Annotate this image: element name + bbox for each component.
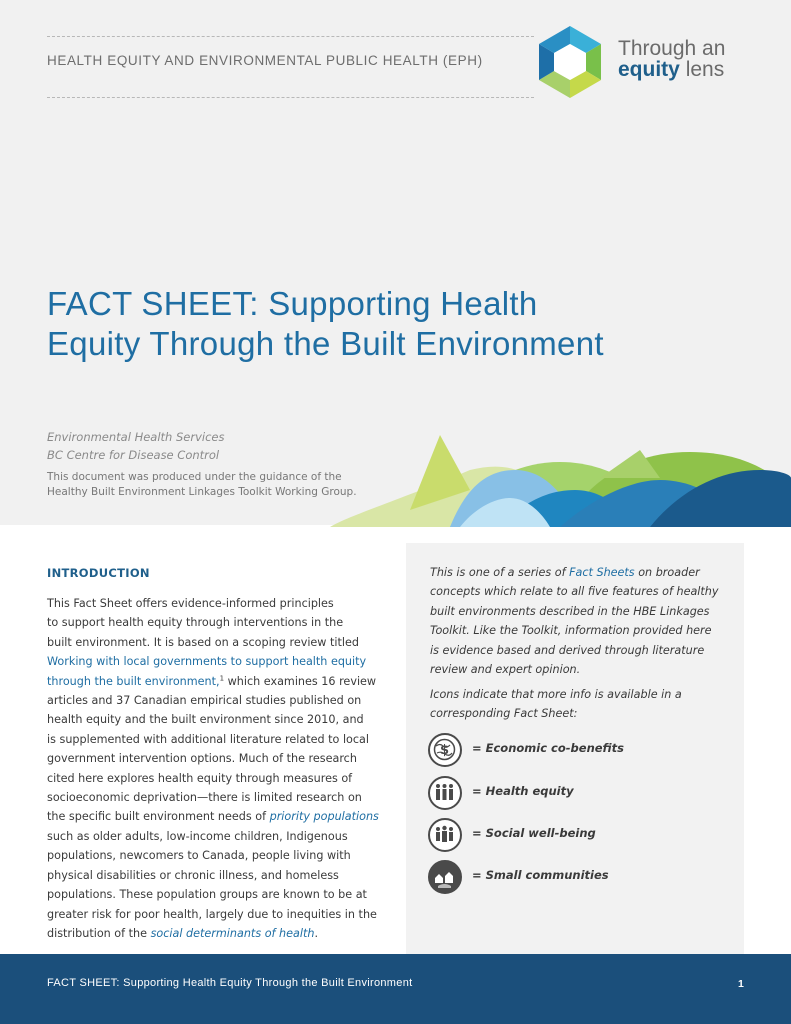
sidebar-line: corresponding Fact Sheet: [430,707,578,721]
intro-line: cited here explores health equity through measures of [47,771,353,785]
intro-line: greater risk for poor health, largely due to inequities in the [47,907,377,921]
sidebar-intro [430,563,730,679]
legend-economic-co-benefits [428,733,728,767]
header-divider-bottom [47,97,534,98]
org-line-1: Environmental Health Services [47,430,225,444]
intro-text: the specific built environment needs of [47,810,270,824]
intro-line: built environment. It is based on a scoping review titled [47,635,359,649]
intro-text: which examines 16 review [224,674,377,688]
equity-people-icon [428,776,462,810]
intro-text: distribution of the [47,926,151,940]
page-title-line-1: FACT SHEET: Supporting Health [47,285,538,322]
sidebar-line: Toolkit. Like the Toolkit, information provided here [430,624,712,638]
intro-line: This Fact Sheet offers evidence-informed principles [47,597,334,610]
social-determinants-link[interactable]: social determinants of health [150,926,315,940]
mountain-illustration [0,420,791,528]
fact-sheets-link[interactable]: Fact Sheets [569,566,635,579]
sidebar-text: on broader [634,566,700,579]
legend-label: = Health equity [472,784,574,798]
footer-title: FACT SHEET: Supporting Health Equity Through the Built Environment [47,977,413,989]
introduction-heading: INTRODUCTION [47,566,150,580]
sidebar-line: review and expert opinion. [430,663,581,677]
sidebar-line: Icons indicate that more info is available in a [430,688,682,701]
social-people-icon [428,818,462,852]
icons-legend-lead [430,685,730,724]
intro-line: such as older adults, low-income children, Indigenous [47,829,348,843]
intro-line: physical disabilities or chronic illness, and homeless [47,868,339,882]
sidebar-line: concepts which relate to all five features of healthy [430,585,719,599]
intro-line: articles and 37 Canadian empirical studies published on [47,694,362,708]
logo-wordmark [618,38,788,80]
intro-line: government intervention options. Much of the research [47,752,357,766]
sidebar-text: This is one of a series of [430,566,570,579]
page-title-line-2: Equity Through the Built Environment [47,325,604,362]
guidance-line-1: This document was produced under the guidance of the [47,471,342,483]
sidebar-line: is evidence based and derived through literature [430,643,705,657]
legend-label: = Economic co-benefits [472,741,624,755]
intro-line: health equity and the built environment since 2010, and [47,713,364,727]
series-header: HEALTH EQUITY AND ENVIRONMENTAL PUBLIC HEALTH (EPH) [47,53,483,68]
intro-line [47,672,397,691]
legend-label: = Social well-being [472,826,596,840]
intro-line [47,807,397,826]
scoping-review-link[interactable]: Working with local governments to support health equity [47,655,367,669]
header-divider-top [47,36,534,37]
priority-populations-link[interactable]: priority populations [269,810,379,824]
sidebar-line [430,563,730,582]
scoping-review-link-cont[interactable]: through the built environment, [47,674,220,688]
logo-word-lens: lens [685,58,725,81]
intro-line: populations. These population groups are known to be at [47,888,367,902]
intro-line: is supplemented with additional literature related to local [47,732,370,746]
footnote-ref[interactable]: 1 [219,673,225,682]
dollar-globe-icon [428,733,462,767]
intro-line: to support health equity through interventions in the [47,616,344,630]
intro-line [47,924,397,943]
logo-line-2 [618,59,788,80]
introduction-body [47,594,397,943]
intro-line: socioeconomic deprivation—there is limited research on [47,791,362,805]
legend-health-equity [428,776,728,810]
small-community-icon [428,860,462,894]
guidance-line-2: Healthy Built Environment Linkages Toolkit Working Group. [47,486,357,498]
legend-social-well-being [428,818,728,852]
logo-word-equity: equity [618,58,680,81]
sidebar-line: built environments described in the HBE Linkages [430,604,710,618]
svg-text:$: $ [439,743,450,758]
intro-line: populations, newcomers to Canada, people living with [47,849,351,863]
org-line-2: BC Centre for Disease Control [47,448,220,462]
legend-small-communities [428,860,728,894]
legend-label: = Small communities [472,868,609,882]
footer-bar [0,954,791,1024]
page-title [47,284,767,364]
intro-text: . [314,926,319,940]
logo-line-1: Through an [618,37,726,60]
equity-lens-logo-icon [532,24,608,100]
page-number: 1 [738,978,744,990]
